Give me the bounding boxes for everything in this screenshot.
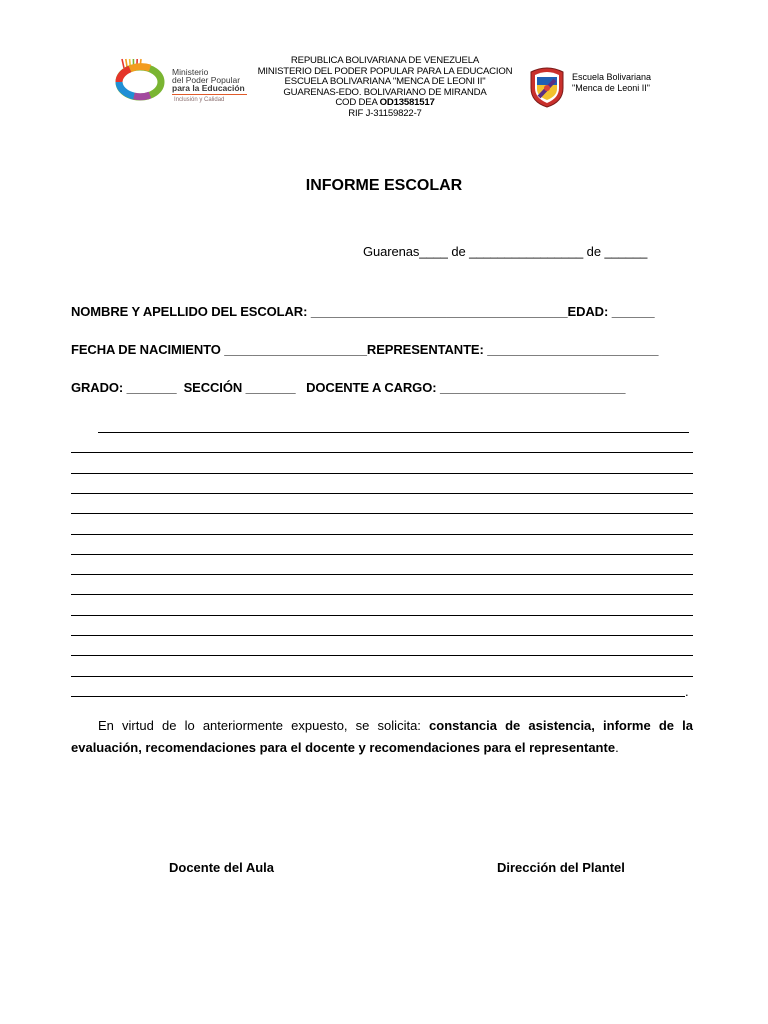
request-end: . (615, 740, 619, 755)
grade-section-teacher-field[interactable] (71, 380, 625, 395)
request-paragraph (71, 715, 693, 759)
section-label: SECCIÓN (183, 380, 246, 395)
student-name-blank[interactable]: ____________________________________ (310, 304, 568, 319)
writing-line[interactable] (71, 554, 693, 555)
ministry-ray (122, 59, 124, 68)
request-items: constancia de asistencia, informe de la evaluación, recomendaciones para el docente y recomendaciones para el representante (71, 718, 693, 755)
final-line-period: . (685, 684, 689, 699)
age-blank[interactable]: ______ (611, 304, 655, 319)
writing-line[interactable] (71, 493, 693, 494)
ministry-name-line: Ministerio (172, 67, 209, 77)
cod-dea-line (250, 98, 520, 109)
ministry-name-line: para la Educación (172, 83, 245, 93)
ministry-underline (172, 94, 247, 95)
writing-line[interactable] (71, 635, 693, 636)
writing-line[interactable] (71, 696, 685, 697)
writing-line[interactable] (71, 615, 693, 616)
writing-line[interactable] (71, 655, 693, 656)
school-logo (527, 66, 567, 108)
signature-direction: Dirección del Plantel (497, 860, 625, 875)
writing-line[interactable] (98, 432, 689, 433)
ministry-name-line: del Poder Popular (172, 75, 241, 85)
writing-line[interactable] (71, 452, 693, 453)
student-name-label: NOMBRE Y APELLIDO DEL ESCOLAR: (71, 304, 311, 319)
document-title: INFORME ESCOLAR (305, 177, 463, 194)
institution-line: MINISTERIO DEL PODER POPULAR PARA LA EDUCACION (257, 65, 513, 77)
writing-line[interactable] (71, 473, 693, 474)
teacher-blank[interactable]: __________________________ (439, 380, 626, 395)
representative-label: REPRESENTANTE: (366, 342, 488, 357)
birth-representative-field[interactable] (71, 342, 658, 357)
grade-blank[interactable]: _______ (126, 380, 177, 395)
cod-dea-value: OD13581517 (379, 97, 435, 108)
writing-line[interactable] (71, 534, 693, 535)
teacher-label: DOCENTE A CARGO: (306, 380, 440, 395)
writing-line[interactable] (71, 574, 693, 575)
ministry-ring-icon (110, 58, 168, 102)
birth-date-label: FECHA DE NACIMIENTO (71, 342, 225, 357)
grade-label: GRADO: (71, 380, 127, 395)
ministry-logo (110, 56, 260, 106)
student-name-field[interactable] (71, 304, 655, 319)
representative-blank[interactable]: ________________________ (487, 342, 659, 357)
writing-line[interactable] (71, 676, 693, 677)
school-shield-icon (527, 66, 567, 108)
writing-line[interactable] (71, 594, 693, 595)
school-name-line: Escuela Bolivariana (572, 72, 652, 82)
writing-line[interactable] (71, 513, 693, 514)
ministry-tagline: Inclusión y Calidad (174, 97, 225, 103)
age-label: EDAD: (567, 304, 612, 319)
cod-dea-label: COD DEA (335, 97, 380, 108)
birth-date-blank[interactable]: ____________________ (224, 342, 367, 357)
institution-line: ESCUELA BOLIVARIANA "MENCA DE LEONI II" (284, 76, 486, 87)
institution-line: REPUBLICA BOLIVARIANA DE VENEZUELA (290, 55, 480, 66)
institution-line: GUARENAS-EDO. BOLIVARIANO DE MIRANDA (283, 86, 487, 98)
date-line[interactable]: Guarenas____ de ________________ de ______ (363, 244, 648, 259)
institution-header (250, 56, 520, 119)
signature-teacher: Docente del Aula (169, 860, 274, 875)
rif-line: RIF J-31159822-7 (348, 107, 422, 119)
section-blank[interactable]: _______ (245, 380, 296, 395)
request-intro: En virtud de lo anteriormente expuesto, se solicita: (98, 718, 430, 733)
school-name-line: "Menca de Leoni II" (572, 82, 650, 93)
school-name (572, 72, 651, 93)
